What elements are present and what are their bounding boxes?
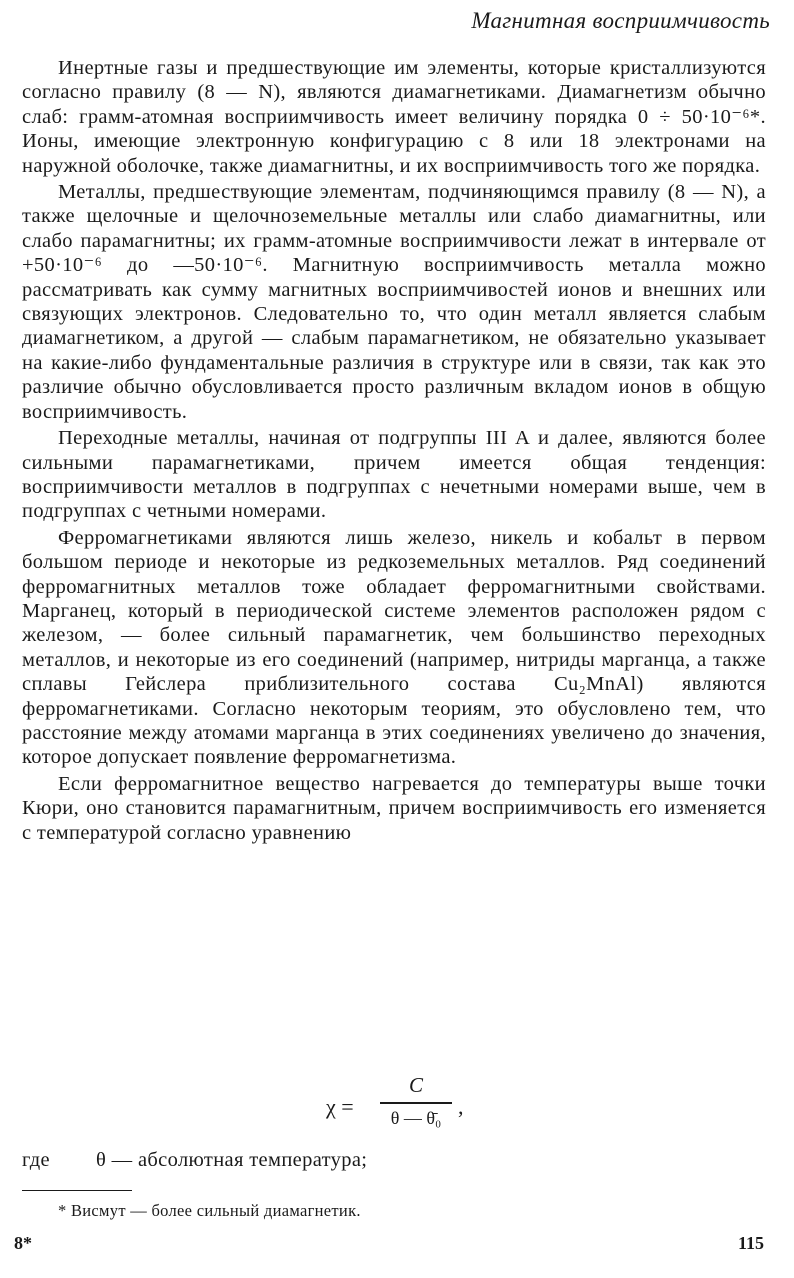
formula-comma: , [458, 1094, 464, 1119]
where-word: где [22, 1149, 50, 1171]
footnote: * Висмут — более сильный диамагнетик. [58, 1201, 361, 1220]
paragraph-metals: Металлы, предшествующие элементам, подчиняющимся правилу (8 — N), а также щелочные и щелочноземельные металлы или слабо диамагнитны, или слабо парамагнитны; их грамм-атомные восприимчивости лежат в интервале от +50·10⁻⁶ до —50·10⁻⁶. Магнитную восприимчивость металла можно рассматривать как сумму магнитных восприимчивостей ионов и внешних или связующих электронов. Следовательно то, что один металл является слабым диамагнетиком, а другой — слабым парамагнетиком, не обязательно указывает на какие-либо фундаментальные различия в структуре или в связи, так как это различие обычно обусловливается просто различным вкладом ионов в общую восприимчивость. [22, 181, 766, 423]
printer-signature: 8* [14, 1233, 32, 1253]
formula-numerator: C [408, 1073, 423, 1097]
curie-weiss-formula [326, 1072, 476, 1142]
paragraph-transition-metals: Переходные металлы, начиная от подгруппы III A и далее, являются более сильными парамагнетиками, причем имеется общая тенденция: восприимчивости металлов в подгруппах с нечетными номерами выше, чем в подгруппах с четными номерами. [22, 427, 766, 523]
paragraph-curie-point: Если ферромагнитное вещество нагревается до температуры выше точки Кюри, оно становится парамагнитным, причем восприимчивость его изменяется с температурой согласно уравнению [22, 772, 766, 844]
body-text [22, 56, 766, 845]
running-header: Магнитная восприимчивость [471, 8, 770, 33]
fraction-bar [380, 1102, 452, 1104]
formula-fraction [380, 1072, 452, 1129]
formula-lhs: χ = [326, 1094, 354, 1119]
paragraph-ferromagnets: Ферромагнетиками являются лишь железо, никель и кобальт в первом большом периоде и некоторые из редкоземельных металлов. Ряд соединений ферромагнитных металлов тоже обладает ферромагнитными свойствами. Марганец, который в периодической системе элементов расположен рядом с железом, — более сильный парамагнетик, чем большинство переходных металлов, и некоторые из его соединений (например, нитриды марганца, а также сплавы Гейслера приблизительного состава Cu₂MnAl) являются ферромагнетиками. Согласно некоторым теориям, это обусловлено тем, что расстояние между атомами марганца в этих соединениях увеличено до значения, которое допускает появление ферромагнетизма. [22, 526, 766, 769]
formula-denominator: θ — θ̄₀ [390, 1107, 442, 1128]
where-symbol-definition: θ — абсолютная температура; [95, 1149, 368, 1171]
paragraph-inert-gases: Инертные газы и предшествующие им элементы, которые кристаллизуются согласно правилу (8 — N), являются диамагнетиками. Диамагнетизм обычно слаб: грамм-атомная восприимчивость имеет величину порядка 0 ÷ 50·10⁻⁶*. Ионы, имеющие электронную конфигурацию с 8 или 18 электронами на наружной оболочке, также диамагнитны, и их восприимчивость того же порядка. [22, 57, 766, 177]
footnote-divider [22, 1190, 132, 1191]
where-definition [22, 1149, 367, 1172]
page-number: 115 [737, 1233, 764, 1253]
